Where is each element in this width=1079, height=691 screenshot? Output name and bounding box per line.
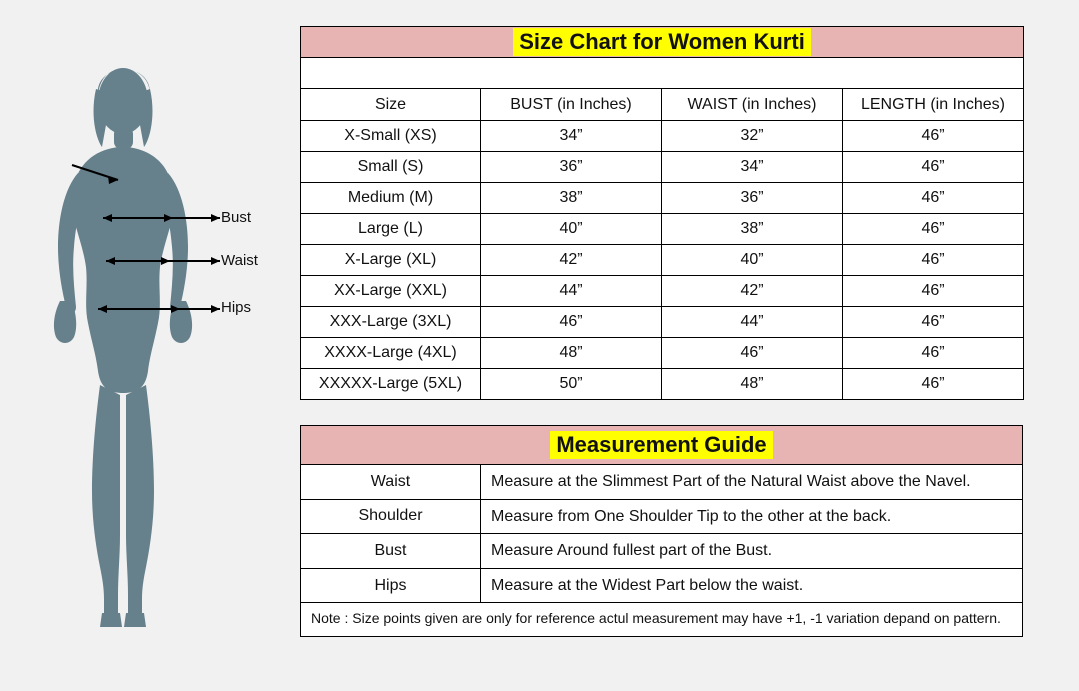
guide-text-hips: Measure at the Widest Part below the waist.: [481, 568, 1023, 603]
guide-label-hips: Hips: [301, 568, 481, 603]
cell-waist: 44”: [662, 307, 843, 338]
size-chart-title-cell: [301, 27, 1024, 58]
guide-label-bust: Bust: [301, 534, 481, 569]
cell-size: XX-Large (XXL): [301, 276, 481, 307]
guide-label-shoulder: Shoulder: [301, 499, 481, 534]
cell-bust: 40”: [481, 214, 662, 245]
table-row: [301, 183, 1024, 214]
cell-waist: 36”: [662, 183, 843, 214]
cell-bust: 34”: [481, 121, 662, 152]
table-row: [301, 307, 1024, 338]
label-hips: Hips: [221, 299, 252, 316]
size-chart-spacer-row: [301, 58, 1024, 89]
cell-length: 46”: [843, 183, 1024, 214]
spacer-cell: [301, 58, 1024, 89]
measurement-guide-container: [300, 425, 1023, 637]
list-item: [301, 465, 1023, 500]
guide-text-waist: Measure at the Slimmest Part of the Natural Waist above the Navel.: [481, 465, 1023, 500]
cell-size: XXXXX-Large (5XL): [301, 369, 481, 400]
table-row: [301, 214, 1024, 245]
cell-size: X-Small (XS): [301, 121, 481, 152]
cell-size: Medium (M): [301, 183, 481, 214]
size-chart-table: [300, 26, 1024, 400]
column-header-bust: BUST (in Inches): [481, 89, 662, 121]
note-text: Note : Size points given are only for reference actul measurement may have +1, -1 variation depand on pattern.: [301, 603, 1023, 637]
guide-text-bust: Measure Around fullest part of the Bust.: [481, 534, 1023, 569]
cell-length: 46”: [843, 276, 1024, 307]
guide-text-shoulder: Measure from One Shoulder Tip to the other at the back.: [481, 499, 1023, 534]
measurement-guide-title: Measurement Guide: [550, 431, 772, 459]
cell-size: XXXX-Large (4XL): [301, 338, 481, 369]
column-header-waist: WAIST (in Inches): [662, 89, 843, 121]
tables-container: [300, 26, 1023, 637]
table-row: [301, 245, 1024, 276]
cell-size: Small (S): [301, 152, 481, 183]
cell-waist: 46”: [662, 338, 843, 369]
guide-label-waist: Waist: [301, 465, 481, 500]
table-row: [301, 276, 1024, 307]
cell-bust: 38”: [481, 183, 662, 214]
figure-panel: [0, 0, 300, 691]
cell-size: XXX-Large (3XL): [301, 307, 481, 338]
measurement-guide-title-cell: [301, 426, 1023, 465]
label-bust: Bust: [221, 209, 252, 226]
table-row: [301, 121, 1024, 152]
cell-bust: 46”: [481, 307, 662, 338]
cell-size: X-Large (XL): [301, 245, 481, 276]
measurement-guide-table: [300, 425, 1023, 637]
label-waist: Waist: [221, 252, 258, 269]
female-body-silhouette-icon: [10, 55, 300, 645]
cell-waist: 40”: [662, 245, 843, 276]
cell-waist: 42”: [662, 276, 843, 307]
size-chart-title: Size Chart for Women Kurti: [513, 28, 811, 56]
cell-waist: 48”: [662, 369, 843, 400]
list-item: [301, 534, 1023, 569]
list-item: [301, 568, 1023, 603]
cell-size: Large (L): [301, 214, 481, 245]
note-row: [301, 603, 1023, 637]
table-row: [301, 338, 1024, 369]
size-chart-title-row: [301, 27, 1024, 58]
cell-bust: 48”: [481, 338, 662, 369]
list-item: [301, 499, 1023, 534]
table-row: [301, 152, 1024, 183]
cell-length: 46”: [843, 152, 1024, 183]
cell-waist: 34”: [662, 152, 843, 183]
cell-waist: 38”: [662, 214, 843, 245]
cell-length: 46”: [843, 307, 1024, 338]
cell-bust: 50”: [481, 369, 662, 400]
cell-length: 46”: [843, 121, 1024, 152]
cell-length: 46”: [843, 214, 1024, 245]
table-row: [301, 369, 1024, 400]
measurement-guide-title-row: [301, 426, 1023, 465]
cell-waist: 32”: [662, 121, 843, 152]
cell-length: 46”: [843, 369, 1024, 400]
size-chart-header-row: [301, 89, 1024, 121]
cell-length: 46”: [843, 338, 1024, 369]
column-header-size: Size: [301, 89, 481, 121]
cell-bust: 44”: [481, 276, 662, 307]
column-header-length: LENGTH (in Inches): [843, 89, 1024, 121]
cell-bust: 36”: [481, 152, 662, 183]
cell-bust: 42”: [481, 245, 662, 276]
cell-length: 46”: [843, 245, 1024, 276]
